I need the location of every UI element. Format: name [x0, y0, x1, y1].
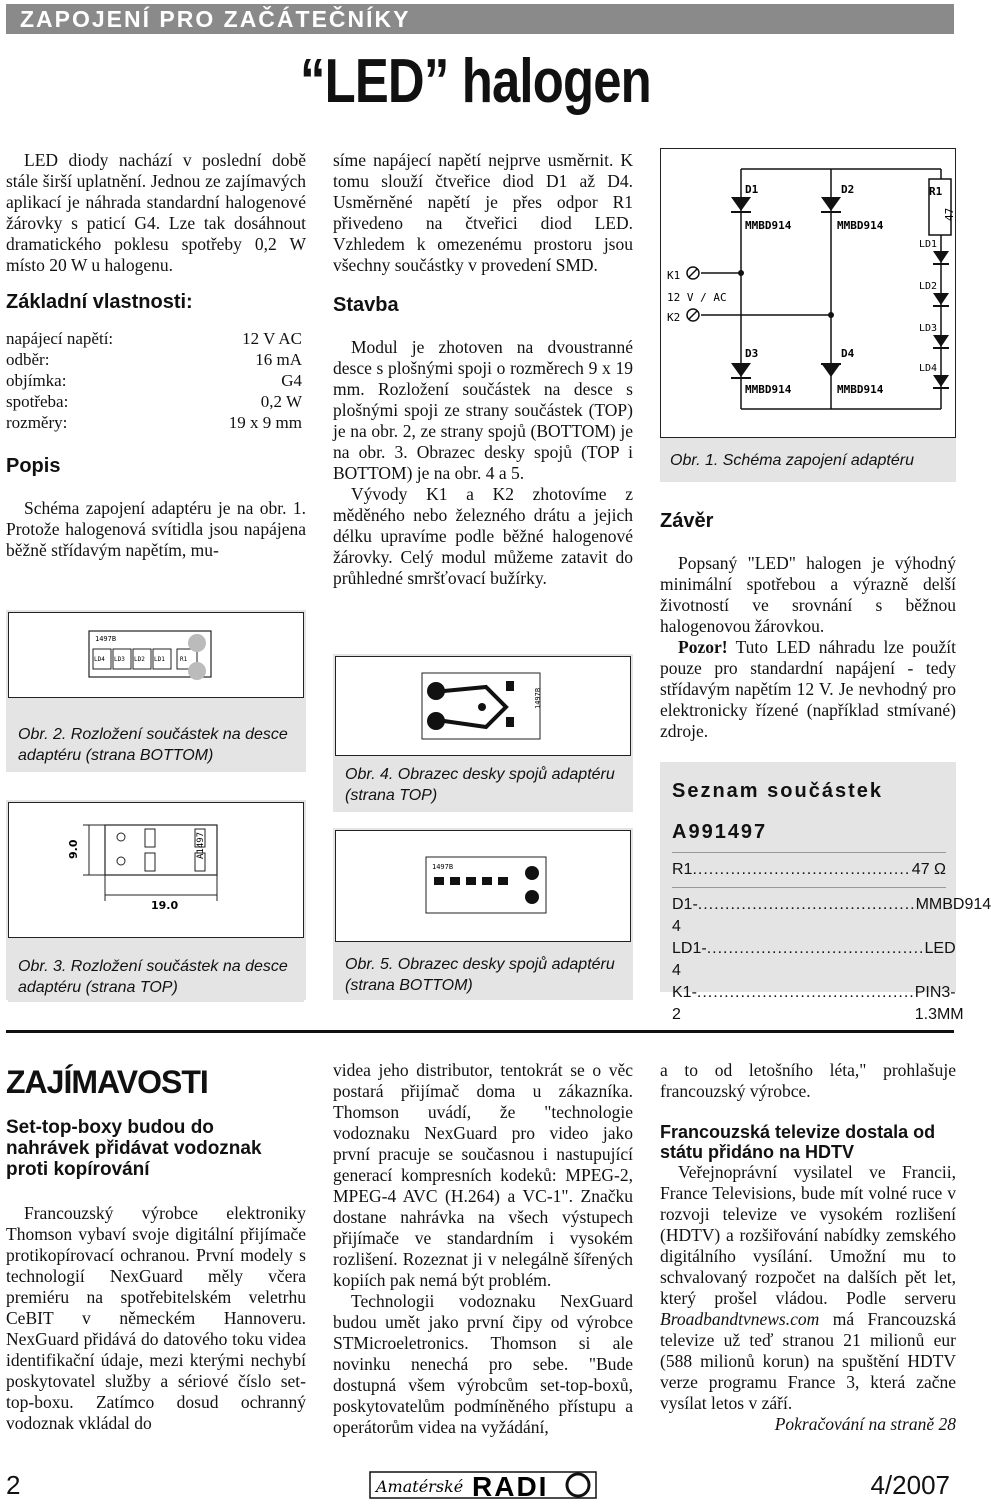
pcb-top-svg	[9, 803, 305, 939]
d1-label: D1	[745, 183, 759, 196]
dot-leader: ........................................	[697, 896, 916, 913]
popis-heading: Popis	[6, 455, 61, 477]
article-1-paragraph-1: Francouzský výrobce elektroniky Thomson vybaví svoje digitální přijímače protikopírovací ochranou. První modely s technologií NexGuard měly včera premiéru na spotřebitelském veletrhu CeBIT v německém Hannoveru. NexGuard přidává do datového toku videa identifikační údaje, mezi kterými nechybí poskytovatel služby a sériové číslo set-top-boxu. Zatímco dosud ochranný vodoznak vkládal do	[6, 1203, 306, 1433]
parts-code: A991497	[672, 821, 768, 843]
article-2-text-b: má Francouzská televize už teď stranou 21 milionů eur (588 milionů korun) na spuštění HDTV verze programu France 3, která začne vysílat letos v září.	[660, 1309, 956, 1413]
parts-row	[672, 982, 964, 1026]
spec-row	[6, 412, 302, 433]
spec-label: napájecí napětí:	[6, 329, 114, 348]
specs-heading: Základní vlastnosti:	[6, 291, 193, 313]
news-column-3	[660, 1060, 956, 1435]
r1-value-label: 47	[943, 207, 956, 221]
column-1	[6, 150, 306, 561]
zaver-heading: Závěr	[660, 510, 714, 532]
fig1-caption: Obr. 1. Schéma zapojení adaptéru	[660, 446, 956, 475]
ld3-label: LD3	[919, 323, 938, 334]
part-value: MMBD914	[915, 896, 991, 913]
zaver-paragraph-2	[660, 637, 956, 742]
dim-width-label: 19.0	[151, 899, 179, 912]
article-2-site: Broadbandtvnews.com	[660, 1309, 820, 1329]
section-banner	[6, 4, 954, 34]
figure-5	[333, 828, 633, 1000]
article-1-paragraph-3: Technologii vodoznaku NexGuard budou umět jako první čipy od výrobce STMicroeletronics. Thomson si ale novinku nenechá pro sebe. "Bude dostupná všem výrobcům set-top-boxů, poskytovatelům podmíněného přístupu a operátorům videa na vyžádání,	[333, 1291, 633, 1437]
parts-divider	[672, 852, 946, 853]
dot-leader: ........................................	[692, 861, 911, 878]
part-name: R1	[672, 861, 693, 878]
spec-row	[6, 391, 302, 412]
parts-row	[672, 859, 946, 881]
pcb-top-pattern	[335, 656, 631, 756]
popis-paragraph: Schéma zapojení adaptéru je na obr. 1. Protože halogenová svítidla jsou napájena běžně střídavým napětím, mu-	[6, 498, 306, 560]
parts-divider	[672, 887, 946, 888]
section-rule	[6, 1030, 954, 1033]
article-title: “LED” halogen	[300, 47, 651, 116]
continue-note: Pokračování na straně 28	[774, 1414, 956, 1434]
spec-row	[6, 349, 302, 370]
article-2-paragraph-1	[660, 1162, 956, 1414]
article-1-paragraph-4: a to od letošního léta," prohlašuje francouzský výrobce.	[660, 1060, 956, 1101]
section-title: ZAPOJENÍ PRO ZAČÁTEČNÍKY	[20, 6, 411, 32]
pcb-bottom-svg	[9, 613, 305, 699]
article-2-title: Francouzská televize dostala od státu přidáno na HDTV	[660, 1122, 936, 1162]
part-ld1-label: LD1	[154, 656, 165, 663]
logo-word-text: RADI	[472, 1471, 549, 1502]
article-1-paragraph-2: videa jeho distributor, tentokrát se o věc postará přijímač doma u zákazníka. Thomson uvádí, že "technologie vodoznaku NexGuard pro video jako první pracuje se současnou i nastupující generací kompresních kodeků: MPEG-2, MPEG-4 AVC (H.264) a VC-1". Značku dostane nahrávka na všech výstupech přijímače ve standardním i vysokém rozlišení. Rozeznat ji v nelegálně šířených kopiích pak nemá být problém.	[333, 1060, 633, 1290]
fig3-caption: Obr. 3. Rozložení součástek na desce adaptéru (strana TOP)	[8, 954, 304, 1002]
fig5-caption: Obr. 5. Obrazec desky spojů adaptéru (strana BOTTOM)	[335, 952, 631, 1000]
d2-label: D2	[841, 183, 855, 196]
pcb-bottom-pattern	[335, 830, 631, 942]
fig2-caption: Obr. 2. Rozložení součástek na desce adaptéru (strana BOTTOM)	[8, 722, 304, 770]
d1-type-label: MMBD914	[745, 219, 792, 232]
zaver-paragraph-1: Popsaný "LED" halogen je výhodný minimální spotřebou a výrazně delší životností ve srovnání s běžnou halogenovou žárovkou.	[660, 553, 956, 636]
part-ld2-label: LD2	[134, 656, 145, 663]
part-name: LD1-4	[672, 940, 707, 979]
spec-row	[6, 328, 302, 349]
schematic-svg	[661, 149, 957, 439]
part-r1-label: R1	[180, 656, 188, 663]
ld1-label: LD1	[919, 239, 938, 250]
d2-type-label: MMBD914	[837, 219, 884, 232]
ac-label: 12 V / AC	[667, 291, 727, 304]
spec-value: 16 mA	[255, 350, 302, 369]
dot-leader: ........................................	[696, 984, 915, 1001]
pcb-top-drawing	[8, 802, 304, 938]
column-2	[333, 150, 633, 589]
fig4-caption: Obr. 4. Obrazec desky spojů adaptéru (strana TOP)	[335, 762, 631, 810]
pcb-bottom-pattern-svg	[336, 831, 632, 943]
intro-paragraph: LED diody nachází v poslední době stále širší uplatnění. Jednou ze zajímavých aplikací je náhrada standardní halogenové žárovky s paticí G4. Lze tak dosáhnout dramatického poklesu spotřeby 0,2 W místo 20 W u halogenu.	[6, 150, 306, 275]
part-ld4-label: LD4	[94, 656, 105, 663]
stavba-heading: Stavba	[333, 294, 399, 316]
figure-1	[660, 148, 956, 482]
parts-list	[660, 762, 991, 1023]
news-column-1	[6, 1064, 306, 1434]
part-name: D1-4	[672, 896, 698, 935]
k1-label: K1	[667, 269, 681, 282]
pcb-top-code-label: A1497	[196, 831, 206, 859]
spec-label: rozměry:	[6, 413, 68, 432]
article-2-text-a: Veřejnoprávní vysilatel ve Francii, France Televisions, bude mít volné ruce v rozvoji televize ve vysokém rozlišení (HDTV) a rozšiřování nabídky zemského digitálního vysílání. Umožní mu to schvalovaný rozpočet na dalších pět let, který prošel vládou. Podle serveru	[660, 1162, 956, 1308]
stavba-paragraph-1: Modul je zhotoven na dvoustranné desce s plošnými spoji o rozměrech 9 x 19 mm. Rozložení součástek na desce s plošnými spoji ze strany součástek (TOP) je na obr. 2, ze strany spojů (BOTTOM) je na obr. 3. Obrazec desky spojů (TOP i BOTTOM) je na obr. 4 a 5.	[333, 337, 633, 483]
logo-script-text: Amatérské	[376, 1477, 464, 1496]
pcb-code-label: 1497B	[95, 635, 117, 643]
spec-label: objímka:	[6, 371, 67, 390]
d3-label: D3	[745, 347, 759, 360]
part-value: LED	[924, 940, 956, 957]
r1-label: R1	[929, 185, 943, 198]
magazine-logo	[368, 1466, 598, 1502]
magazine-logo-svg	[368, 1466, 598, 1502]
pcb-code-label-5: 1497B	[432, 863, 454, 871]
k2-label: K2	[667, 311, 681, 324]
zaver-paragraph-2-text: Tuto LED náhradu lze použít pouze pro standardní napájení - tedy střídavým napětím 12 V. Je nevhodný pro elektronicky řízené (například stmívané) zdroje.	[660, 637, 956, 741]
ld2-label: LD2	[919, 281, 938, 292]
pozor-label: Pozor!	[678, 637, 728, 657]
d3-type-label: MMBD914	[745, 383, 792, 396]
spec-row	[6, 370, 302, 391]
issue-number: 4/2007	[870, 1470, 950, 1500]
d4-label: D4	[841, 347, 855, 360]
article-1-title: Set-top-boxy budou do nahrávek přidávat vodoznak proti kopírování	[6, 1117, 262, 1180]
pcb-code-vertical: 1497B	[534, 687, 542, 709]
dim-height-label: 9.0	[67, 839, 80, 859]
spec-value: G4	[281, 371, 302, 390]
part-value: PIN3-1.3MM	[914, 984, 964, 1023]
column-3	[660, 510, 956, 742]
news-column-2	[333, 1060, 633, 1438]
figure-3	[6, 800, 306, 1000]
figure-4	[333, 654, 633, 812]
part-ld3-label: LD3	[114, 656, 125, 663]
parts-row	[672, 938, 956, 982]
specs-list	[6, 328, 302, 433]
ld4-label: LD4	[919, 363, 938, 374]
pcb-bottom-drawing	[8, 612, 304, 698]
schematic-box	[660, 148, 956, 438]
spec-label: odběr:	[6, 350, 50, 369]
spec-value: 19 x 9 mm	[228, 413, 302, 432]
stavba-paragraph-2: Vývody K1 a K2 zhotovíme z měděného nebo železného drátu a jejich délku upravíme podle běžné halogenové žárovky. Celý modul můžeme zatavit do průhledné smršťovací bužírky.	[333, 484, 633, 588]
col2-paragraph-1: síme napájecí napětí nejprve usměrnit. K tomu slouží čtveřice diod D1 až D4. Usměrněné napětí je přes odpor R1 přivedeno na čtveřici diod LED. Vzhledem k omezenému prostoru jsou všechny součástky v provedení SMD.	[333, 150, 633, 275]
part-value: 47 Ω	[911, 861, 946, 878]
parts-row	[672, 894, 991, 938]
d4-type-label: MMBD914	[837, 383, 884, 396]
dot-leader: ........................................	[706, 940, 925, 957]
spec-value: 12 V AC	[242, 329, 302, 348]
parts-heading: Seznam součástek	[672, 780, 883, 802]
figure-2	[6, 610, 306, 772]
spec-value: 0,2 W	[260, 392, 302, 411]
part-name: K1-2	[672, 984, 697, 1023]
pcb-top-pattern-svg	[336, 657, 632, 757]
spec-label: spotřeba:	[6, 392, 69, 411]
news-heading: ZAJÍMAVOSTI	[6, 1064, 208, 1100]
page-number: 2	[6, 1470, 21, 1500]
